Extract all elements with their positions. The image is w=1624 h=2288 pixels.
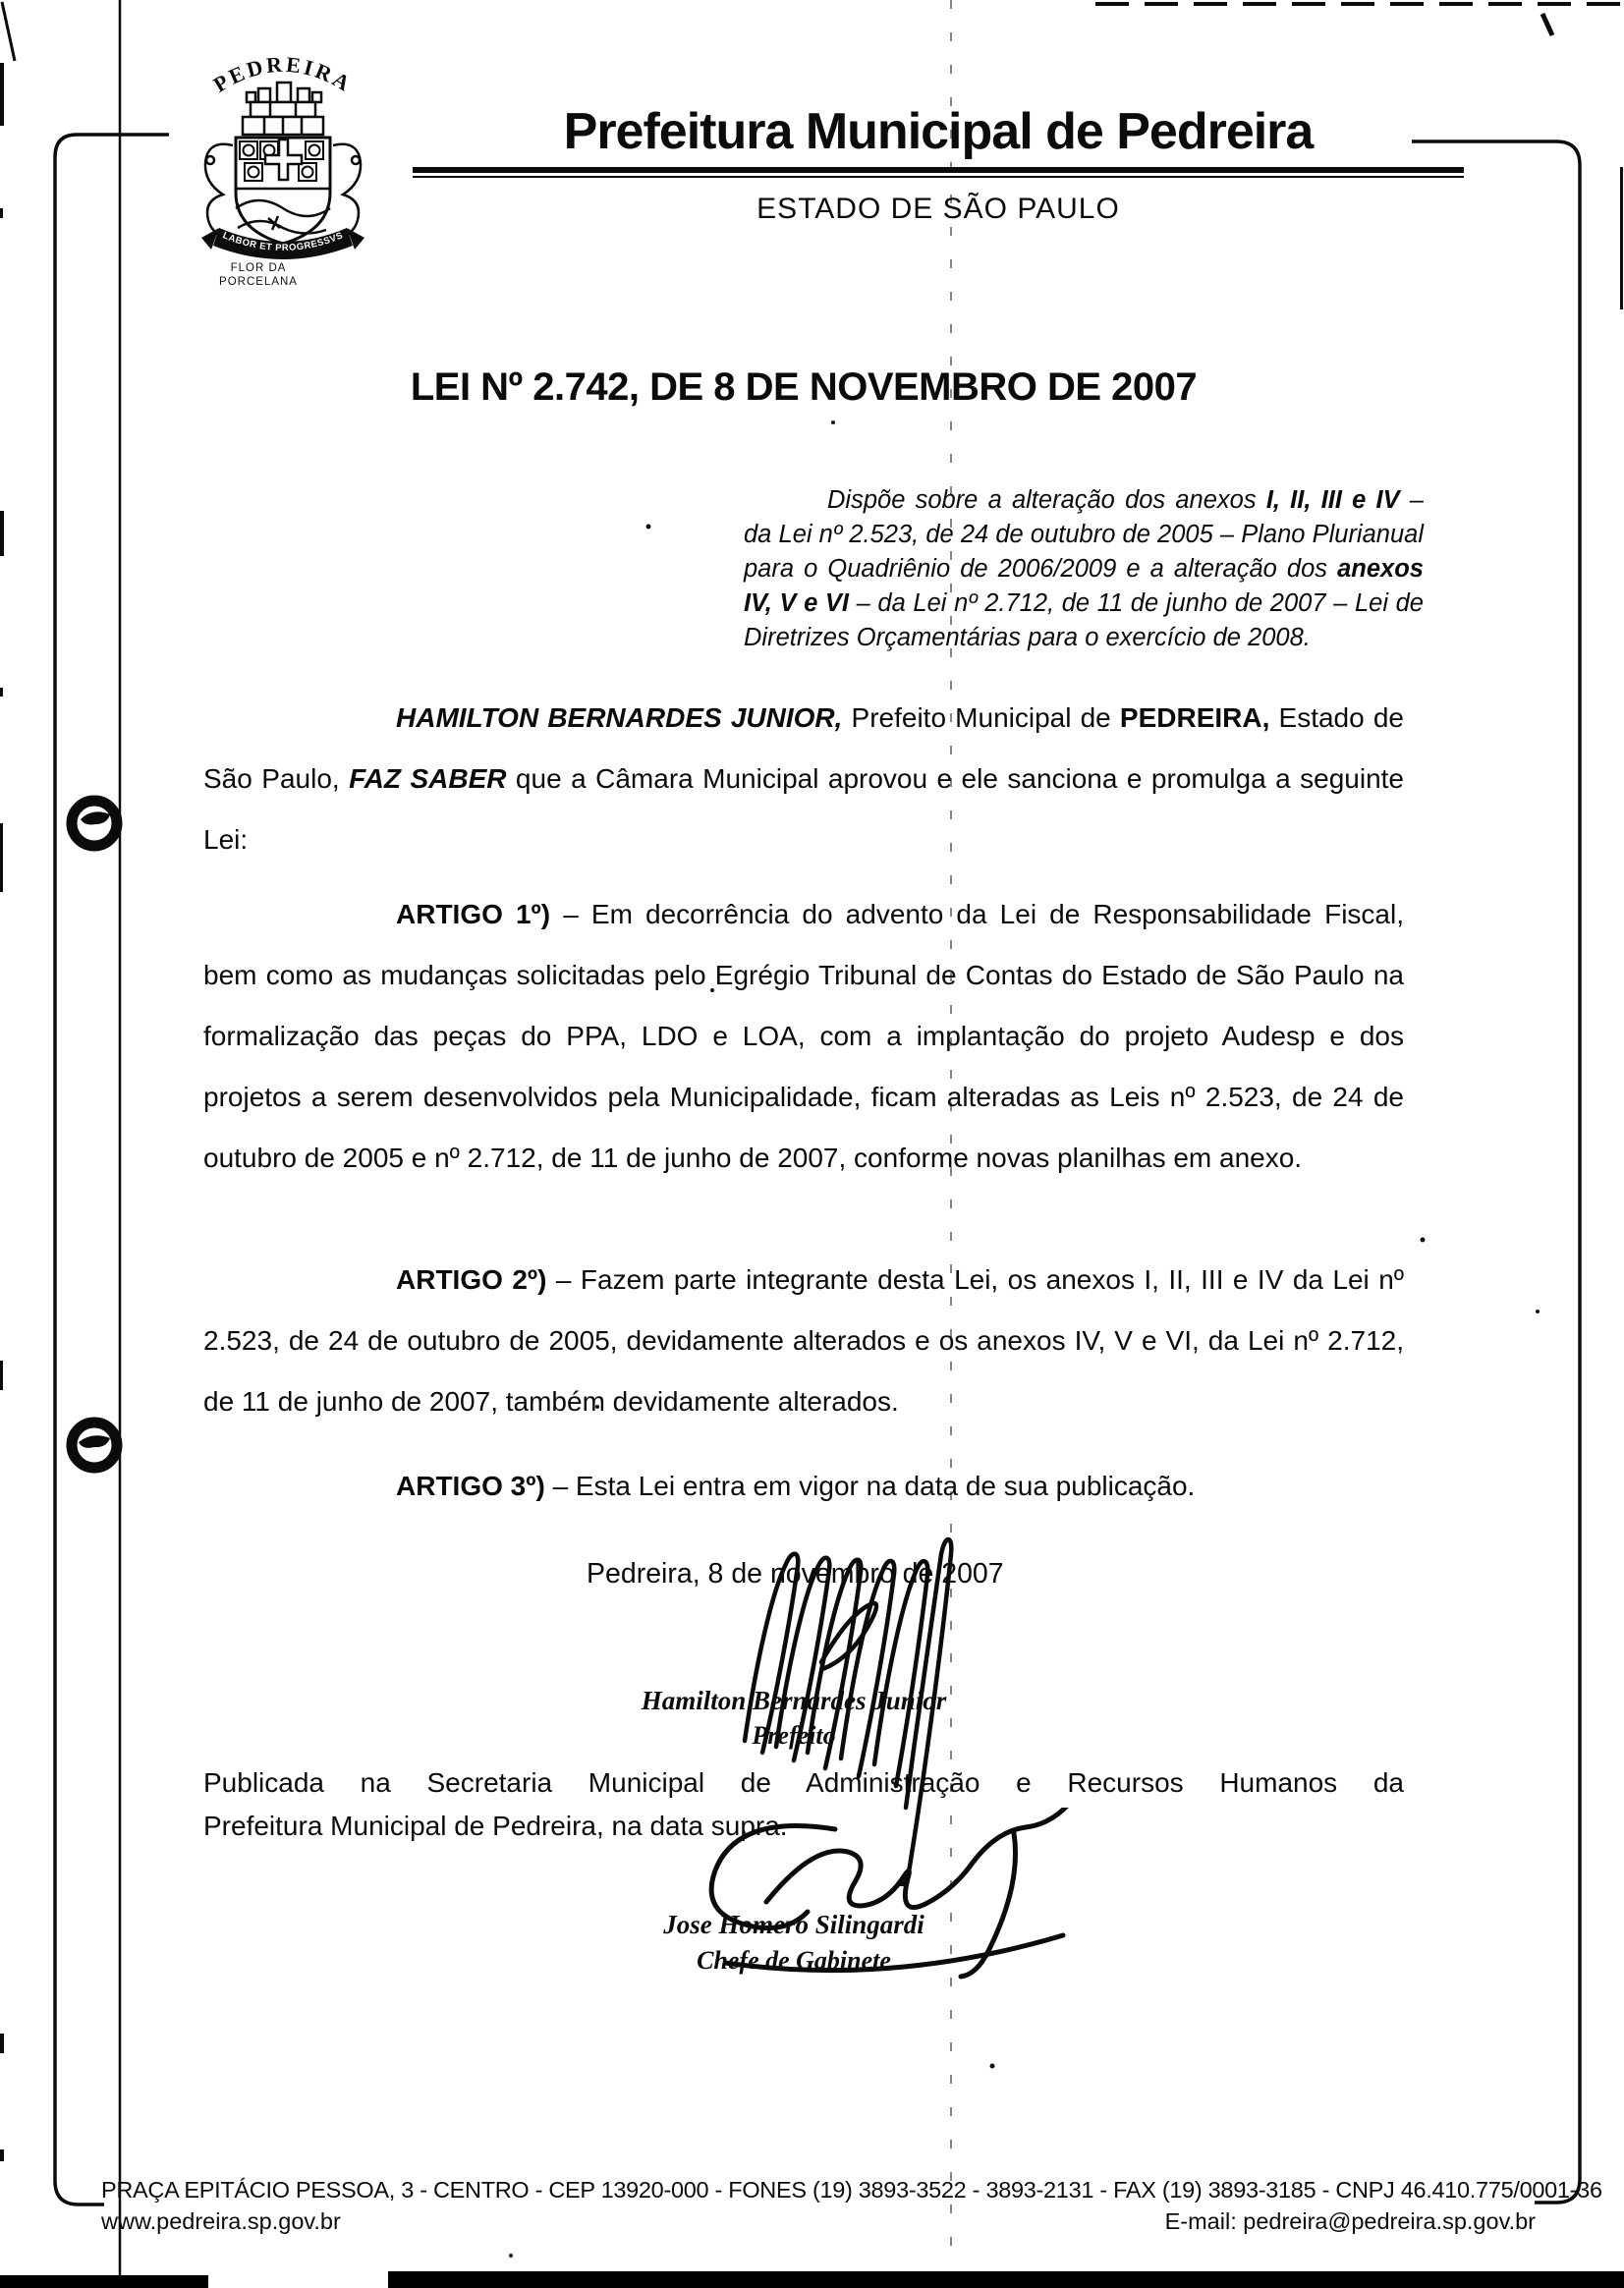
punch-hole xyxy=(72,1423,117,1468)
publication-note: Publicada na Secretaria Municipal de Administração e Recursos Humanos da xyxy=(203,1767,1404,1798)
law-title: LEI Nº 2.742, DE 8 DE NOVEMBRO DE 2007 xyxy=(410,365,1198,409)
signatory-role-mayor: Prefeito xyxy=(752,1721,836,1750)
opening-paragraph xyxy=(203,688,1404,870)
scan-edge-right xyxy=(1620,167,1623,309)
article-2-label: ARTIGO 2º) xyxy=(396,1264,547,1295)
scan-bar-bottom-right xyxy=(388,2271,1624,2288)
city-name-bold: PEDREIRA, xyxy=(1119,702,1270,733)
scan-corner-mark xyxy=(2,2,15,61)
dateline: Pedreira, 8 de novembro de 2007 xyxy=(587,1558,1004,1590)
publication-note: Prefeitura Municipal de Pedreira, na data supra. xyxy=(203,1811,788,1841)
opening-text: Prefeito Municipal de xyxy=(842,702,1120,733)
signatory-role-chief: Chefe de Gabinete xyxy=(697,1946,891,1975)
coat-of-arms xyxy=(180,35,386,287)
scan-edge-ticks xyxy=(0,63,4,2161)
scan-bar-bottom-left xyxy=(0,2275,208,2288)
header-title: Prefeitura Municipal de Pedreira xyxy=(563,103,1314,160)
page-frame-left xyxy=(55,135,169,2204)
footer-address: PRAÇA EPITÁCIO PESSOA, 3 - CENTRO - CEP 13920-000 - FONES (19) 3893-3522 - 3893-2131 - FAX (19) 3893-3185 - CNPJ 46.410.775/0001-36 xyxy=(101,2177,1602,2203)
article-1-label: ARTIGO 1º) xyxy=(396,899,551,929)
law-summary xyxy=(744,483,1424,655)
article-3-paragraph xyxy=(203,1456,1404,1517)
article-1-paragraph xyxy=(203,884,1404,1189)
header-double-rule xyxy=(413,167,1464,178)
faz-saber-bold: FAZ SABER xyxy=(349,763,507,794)
summary-text: Dispõe sobre a alteração dos anexos xyxy=(827,486,1266,514)
signatory-name-chief: Jose Homero Silingardi xyxy=(663,1910,924,1939)
coat-of-arms-city-name: PEDREIRA xyxy=(208,51,358,97)
summary-text: – da Lei nº 2.712, de 11 de junho de 2007 – Lei de Diretrizes Orçamentárias para o exercício de 2008. xyxy=(744,589,1424,651)
coat-of-arms-motto: LABOR ET PROGRESSVS xyxy=(221,230,345,254)
shield xyxy=(236,138,330,244)
article-3-text: – Esta Lei entra em vigor na data de sua publicação. xyxy=(544,1471,1196,1501)
opening-text: Estado de São Paulo, xyxy=(203,702,1404,794)
footer-website: www.pedreira.sp.gov.br xyxy=(101,2208,341,2234)
footer-email: E-mail: pedreira@pedreira.sp.gov.br xyxy=(1164,2208,1536,2234)
article-3-label: ARTIGO 3º) xyxy=(396,1471,545,1501)
article-2-text: – Fazem parte integrante desta Lei, os anexos I, II, III e IV da Lei nº 2.523, de 24 de outubro de 2005, devidamente alterados e os anexos IV, V e VI, da Lei nº 2.712, de 11 de junho de 2007, também devidamente alterados. xyxy=(203,1264,1404,1417)
summary-bold-annexes-1: I, II, III e IV xyxy=(1265,486,1400,514)
article-1-text: – Em decorrência do advento da Lei de Responsabilidade Fiscal, bem como as mudanças solicitadas pelo Egrégio Tribunal de Contas do Estado de São Paulo na formalização das peças do PPA, LDO e LOA, com a implantação do projeto Audesp e dos projetos a serem desenvolvidos pela Municipalidade, ficam alteradas as Leis nº 2.523, de 24 de outubro de 2005 e nº 2.712, de 11 de junho de 2007, conforme novas planilhas em anexo. xyxy=(203,899,1405,1173)
crown xyxy=(243,83,323,135)
article-2-paragraph xyxy=(203,1250,1404,1432)
coat-of-arms-tagline: PORCELANA xyxy=(219,276,298,287)
summary-text: – da Lei nº 2.523, de 24 de outubro de 2005 – Plano Plurianual para o Quadriênio de 2006/2009 e a alteração dos xyxy=(744,486,1424,583)
coat-of-arms-tagline: FLOR DA xyxy=(230,262,287,274)
header-subtitle: ESTADO DE SÃO PAULO xyxy=(756,193,1120,225)
signatory-name-mayor: Hamilton Bernardes Junior xyxy=(641,1686,947,1715)
scan-mark xyxy=(1542,14,1552,35)
opening-text: que a Câmara Municipal aprovou e ele sanciona e promulga a seguinte Lei: xyxy=(203,763,1404,855)
page-frame-right xyxy=(1412,141,1580,2203)
punch-hole xyxy=(72,801,117,846)
summary-bold-annexes-2: anexos IV, V e VI xyxy=(744,555,1424,617)
mayor-name-bold: HAMILTON BERNARDES JUNIOR, xyxy=(396,702,843,733)
